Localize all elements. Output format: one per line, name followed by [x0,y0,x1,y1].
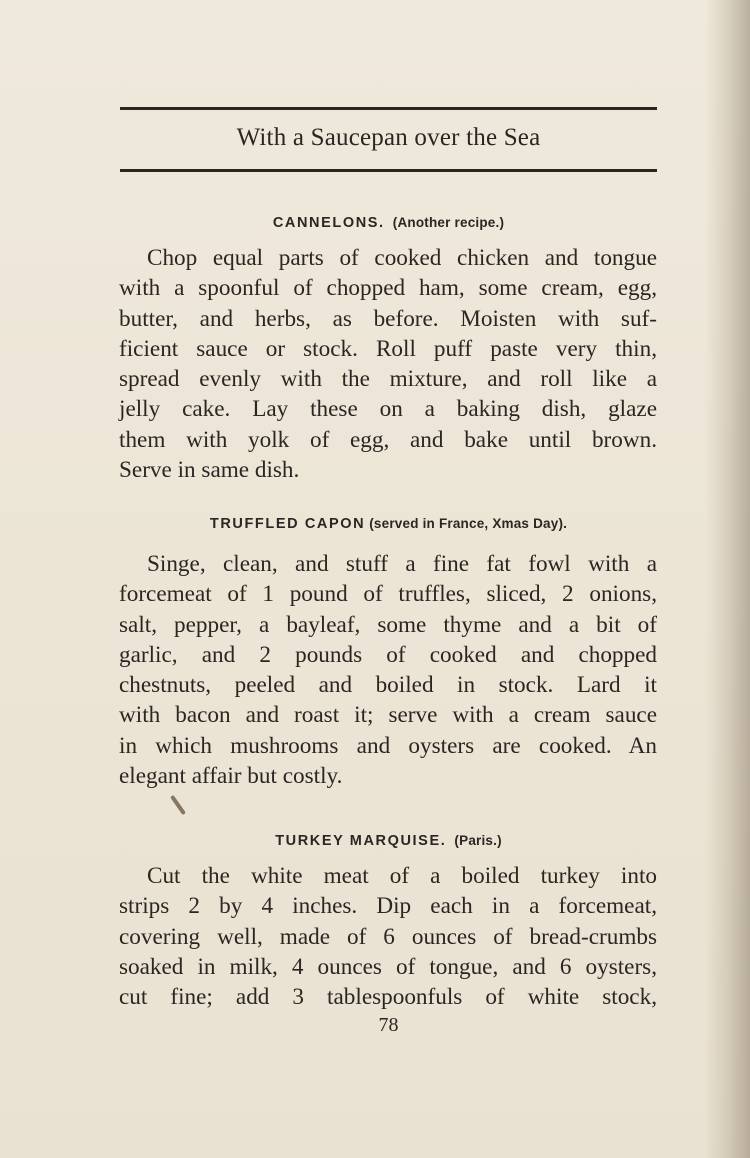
text-line: soaked in milk, 4 ounces of tongue, and 6 oysters, [119,953,657,980]
recipe-heading-truffled-capon [120,516,657,532]
text-line: them with yolk of egg, and bake until brown. [119,426,657,453]
text-line: Cut the white meat of a boiled turkey into [147,863,657,889]
text-line: butter, and herbs, as before. Moisten with suf- [119,305,657,332]
ink-mark [170,795,186,815]
text-line: elegant affair but costly. [119,763,343,790]
text-line: Chop equal parts of cooked chicken and tongue [147,245,657,271]
text-line: jelly cake. Lay these on a baking dish, glaze [119,396,657,423]
recipe-body-turkey-marquise [119,861,657,1012]
text-line: forcemeat of 1 pound of truffles, sliced, 2 onions, [119,581,657,608]
text-line: with a spoonful of chopped ham, some cream, egg, [119,275,657,302]
recipe-heading-cannelons [120,215,657,231]
text-line: chestnuts, peeled and boiled in stock. Lard it [119,672,657,699]
text-line: salt, pepper, a bayleaf, some thyme and a bit of [119,611,657,638]
text-line: with bacon and roast it; serve with a cream sauce [119,702,657,729]
text-line: in which mushrooms and oysters are cooked. An [119,732,657,759]
header-rule-top [120,107,657,110]
running-head: With a Saucepan over the Sea [236,124,541,151]
header-rule-bottom [120,169,657,172]
text-line: garlic, and 2 pounds of cooked and chopped [119,641,657,668]
recipe-body-truffled-capon [119,549,657,791]
recipe-subtitle: (served in France, Xmas Day). [369,516,568,531]
recipe-title: TURKEY MARQUISE. [275,833,447,849]
recipe-subtitle: (Another recipe.) [392,215,505,230]
page-number: 78 [378,1014,399,1036]
recipe-subtitle: (Paris.) [454,833,502,848]
recipe-title: CANNELONS. [272,215,385,231]
text-line: cut fine; add 3 tablespoonfuls of white stock, [119,984,657,1011]
text-line: strips 2 by 4 inches. Dip each in a forcemeat, [119,893,657,920]
text-line: spread evenly with the mixture, and roll like a [119,366,657,393]
text-line: Serve in same dish. [119,457,300,484]
text-line: Singe, clean, and stuff a fine fat fowl with a [147,551,657,577]
recipe-heading-turkey-marquise [120,833,657,849]
recipe-body-cannelons [119,243,657,485]
text-line: covering well, made of 6 ounces of bread-crumbs [119,923,657,950]
text-line: ficient sauce or stock. Roll puff paste very thin, [119,335,657,362]
recipe-title: TRUFFLED CAPON [209,516,366,532]
